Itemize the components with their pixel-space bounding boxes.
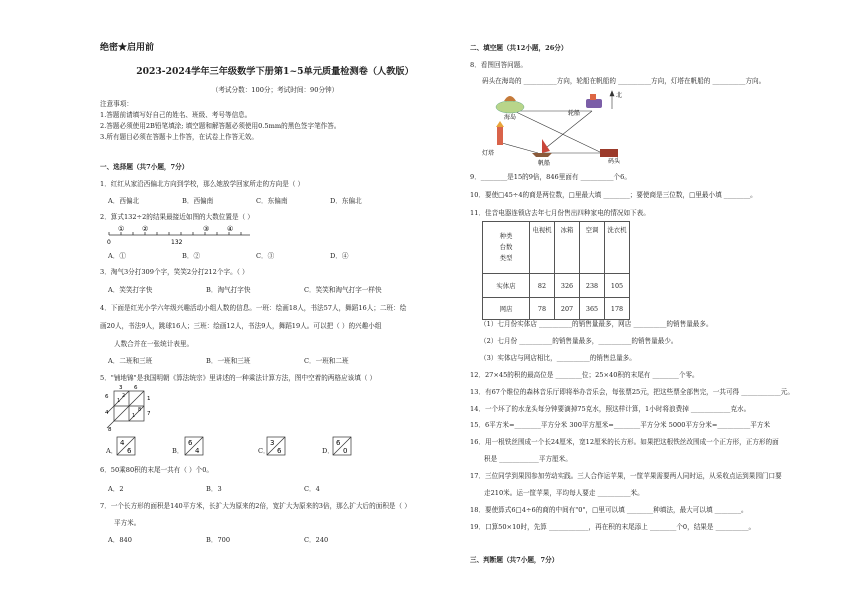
point-2: ②	[142, 225, 149, 233]
number-line-zero: 0	[107, 239, 111, 246]
grid-side: 1	[147, 396, 151, 402]
q6-option-b[interactable]: B．3	[206, 485, 222, 493]
q6-option-a[interactable]: A．2	[108, 485, 124, 493]
q7-option-b[interactable]: B．700	[206, 536, 231, 544]
ship-shape	[586, 99, 602, 108]
secret-label: 绝密★启用前	[100, 43, 155, 53]
ship-cabin	[590, 94, 596, 100]
q17-line: 走210米。运一筐苹果，平均每人要走 __________米。	[484, 489, 644, 497]
q4-option-c[interactable]: C．一班和二班	[304, 357, 349, 365]
point-4: ④	[227, 225, 234, 233]
notice-item: 2.答题必须使用2B铅笔填涂; 填空题和解答题必须使用0.5mm的黑色签字笔作答。	[100, 122, 341, 130]
q11-sub1: （1）七月份实体店 __________的销售量最多，网店 __________的销售量最多。	[480, 320, 713, 328]
map-dock-label: 码头	[608, 158, 621, 165]
q17-line: 17．三位同学到果园参加劳动实践。三人合作运苹果，一筐苹果需要两人同时运，从采收点运到果园门口要	[470, 472, 782, 480]
section3-heading: 三、判断题（共7小题，7分）	[470, 556, 559, 564]
grid-cell: 8	[138, 408, 142, 413]
point-1: ①	[118, 225, 125, 233]
grid-bottom: 4	[105, 410, 109, 416]
q7-line: 7．一个长方形的面积是140平方米，长扩大为原来的2倍，宽扩大为原来的3倍，那么扩大后的面积是（ ）	[100, 502, 411, 510]
grid-cell: 1	[117, 399, 121, 404]
section2-heading: 二、填空题（共12小题，26分）	[470, 44, 568, 52]
svg-text:6: 6	[127, 447, 132, 455]
grid-cell: 1	[132, 414, 136, 419]
svg-text:4: 4	[120, 439, 125, 447]
sailboat-sail	[542, 139, 550, 153]
q18: 18．要使算式6□4÷6的商的中间有"0"，□里可以填 ________种填法，最大可以填 ________。	[470, 506, 748, 514]
q4-line: 4．下面是红光小学六年级兴趣活动小组人数的信息。一班：绘画18人，书法57人，舞蹈16人；二班：绘	[100, 304, 407, 312]
q2-option-d[interactable]: D．④	[330, 252, 349, 260]
q5-choice-a-box[interactable]	[116, 436, 136, 456]
map-ship-label: 轮船	[568, 110, 581, 117]
q1-option-c[interactable]: C．东偏南	[256, 197, 288, 205]
table-corner: 种类 台数 类型	[483, 222, 530, 274]
table-row	[483, 274, 630, 298]
map-sailboat-label: 帆船	[538, 160, 551, 167]
q1-stem: 1．红红从家沿西偏北方向到学校，那么她放学回家所走的方向是（ ）	[100, 180, 305, 188]
q5-choice-d-box[interactable]	[332, 436, 352, 456]
notice-item: 3.所有题目必须在答题卡上作答，在试卷上作答无效。	[100, 133, 258, 141]
q19: 19．口算50×10时，先算 ____________，再在积的末尾添上 ________个0，结果是 __________。	[470, 523, 756, 531]
q4-option-b[interactable]: B．一班和三班	[206, 357, 251, 365]
lighthouse-shape	[497, 127, 503, 145]
q11-stem: 11．佳音电器连锁店去年七月份售出四种家电的情况如下表。	[470, 209, 650, 217]
table-header-tv: 电视机	[530, 222, 555, 274]
q5-choice-label-a[interactable]: A．	[106, 447, 118, 455]
svg-text:6: 6	[277, 447, 282, 455]
svg-text:3: 3	[270, 439, 275, 447]
q1-option-d[interactable]: D．东偏北	[330, 197, 362, 205]
q5-stem: 5．"铺地锦"是我国明朝《算法统宗》里讲述的一种乘法计算方法，图中空着的两格应该填（ ）	[100, 374, 377, 382]
table-cell: 82	[530, 274, 555, 298]
sailboat-hull	[532, 153, 552, 157]
table-row-label: 网店	[483, 298, 530, 320]
q2-option-b[interactable]: B．②	[182, 252, 201, 260]
q5-choice-label-d[interactable]: D．	[322, 447, 334, 455]
q10: 10．要使□45÷4的商是两位数，□里最大填 ________；要使商是三位数，□里最小填 ________。	[470, 191, 757, 199]
q4-line: 人数合并在一张统计表里。	[114, 340, 194, 348]
island-shape	[496, 101, 524, 113]
map-north-label: 北	[616, 92, 623, 99]
q5-choice-b-box[interactable]	[184, 436, 204, 456]
q15: 15．6平方米=________平方分米 300平方厘米=________平方分米 5000平方分米=__________平方米	[470, 421, 771, 429]
q5-choice-label-c[interactable]: C．	[258, 447, 270, 455]
map-figure	[482, 87, 632, 167]
table-cell: 78	[530, 298, 555, 320]
q8-line: 码头在海岛的 __________方向，轮船在帆船的 __________方向，灯塔在帆船的 __________方向。	[482, 77, 766, 85]
pudijin-grid-figure	[104, 383, 154, 433]
q5-choice-label-b[interactable]: B．	[172, 447, 184, 455]
svg-text:6: 6	[336, 439, 341, 447]
table-cell: 326	[555, 274, 580, 298]
dock-shape	[600, 149, 618, 157]
q12: 12．27×45的积的最高位是 ________位；25×40积的末尾有 ________个零。	[470, 371, 699, 379]
map-island-label: 海岛	[504, 114, 517, 121]
q7-line: 平方米。	[114, 519, 141, 527]
q2-stem: 2．算式132÷2的结果最接近如图的大数位置是（ ）	[100, 213, 254, 221]
table-header-ac: 空调	[580, 222, 605, 274]
lighthouse-top	[496, 121, 504, 127]
q1-option-a[interactable]: A．西偏北	[108, 197, 140, 205]
q4-line: 画20人，书法9人，跳球16人；三班：绘画12人，书法9人，舞蹈19人。可以把（ ）的兴趣小组	[100, 322, 382, 330]
q11-sub2: （2）七月份 __________的销售量最多，__________的销售量最少。	[480, 337, 678, 345]
q2-option-c[interactable]: C．③	[256, 252, 275, 260]
grid-cell: 2	[122, 394, 126, 399]
q6-stem: 6．50乘80积的末尾一共有（ ）个0。	[100, 466, 213, 474]
exam-subtitle: （考试分数：100分；考试时间：90分钟）	[211, 86, 339, 94]
section1-heading: 一、选择题（共7小题，7分）	[100, 163, 189, 171]
svg-text:4: 4	[195, 447, 200, 455]
q16-line: 积是 ____________平方厘米。	[484, 455, 572, 463]
grid-bottom: 8	[108, 427, 112, 433]
table-header-fridge: 冰箱	[555, 222, 580, 274]
table-cell: 238	[580, 274, 605, 298]
number-line-132: 132	[171, 239, 183, 246]
notice-heading: 注意事项：	[100, 100, 133, 108]
q13: 13．有67个维位的森林音乐厅即将举办音乐会，每张票25元，把这些票全部售完，一共可得 ____________元。	[470, 388, 794, 396]
q5-choice-c-box[interactable]	[266, 436, 286, 456]
q3-option-a[interactable]: A．笑笑打字快	[108, 286, 153, 294]
notice-item: 1.答题前请填写好自己的姓名、班级、考号等信息。	[100, 111, 252, 119]
grid-bottom: 6	[105, 394, 109, 400]
q6-option-c[interactable]: C．4	[304, 485, 320, 493]
q11-sub3: （3）实体店与网店相比，__________的销售总量多。	[480, 354, 636, 362]
grid-side: 7	[147, 411, 151, 417]
q8-stem: 8．看图回答问题。	[470, 61, 527, 69]
point-3: ③	[203, 225, 210, 233]
table-cell: 207	[555, 298, 580, 320]
number-line-figure	[105, 223, 255, 247]
table-cell: 365	[580, 298, 605, 320]
exam-title: 2023-2024学年三年级数学下册第1~5单元质量检测卷（人教版）	[136, 66, 414, 77]
table-row	[483, 298, 630, 320]
q4-option-a[interactable]: A．二班和三班	[108, 357, 153, 365]
svg-text:0: 0	[343, 447, 348, 455]
svg-text:6: 6	[188, 439, 193, 447]
island-tree	[504, 96, 516, 101]
q3-option-c[interactable]: C．笑笑和淘气打字一样快	[304, 286, 382, 294]
q14: 14．一个坏了的水龙头每分钟要滴掉75克水，照这样计算，1小时将浪费掉 ____________克水。	[470, 405, 751, 413]
q7-option-a[interactable]: A．840	[108, 536, 132, 544]
map-lighthouse-label: 灯塔	[482, 150, 495, 157]
q3-option-b[interactable]: B．淘气打字快	[206, 286, 251, 294]
sales-table	[482, 221, 630, 320]
q3-stem: 3．淘气3分打309个字，笑笑2分打212个字。（ ）	[100, 268, 249, 276]
q1-option-b[interactable]: B．西偏南	[182, 197, 214, 205]
q16-line: 16．用一根铁丝围成一个长24厘米，宽12厘米的长方形。如果把这根铁丝改围成一个正方形，正方形的面	[470, 438, 779, 446]
q7-option-c[interactable]: C．240	[304, 536, 329, 544]
q9: 9．________是15的9倍，846里面有 __________个6。	[470, 173, 631, 181]
grid-top: 3	[119, 385, 123, 391]
table-header-washer: 洗衣机	[605, 222, 630, 274]
grid-top: 6	[134, 385, 138, 391]
table-cell: 105	[605, 274, 630, 298]
table-row-label: 实体店	[483, 274, 530, 298]
table-cell: 178	[605, 298, 630, 320]
q2-option-a[interactable]: A．①	[108, 252, 126, 260]
